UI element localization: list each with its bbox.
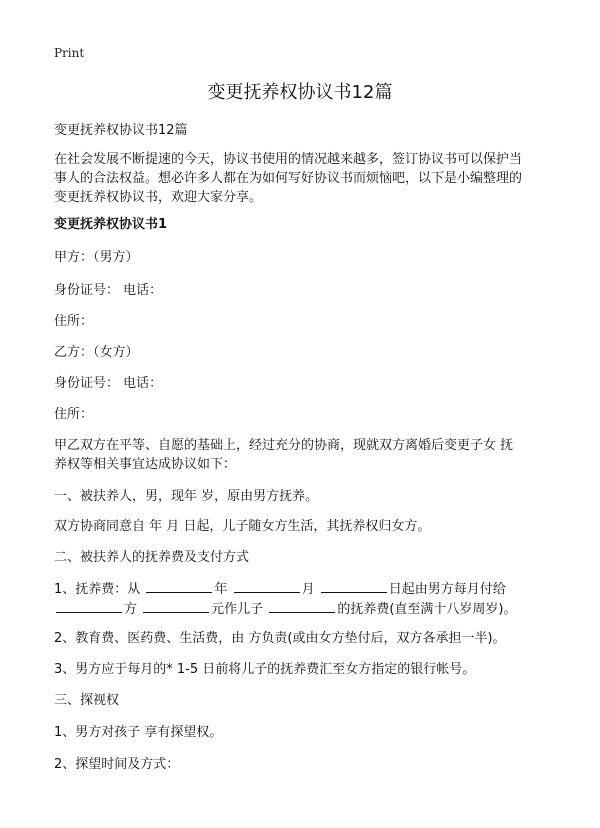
fee-yuan-text: 元作儿子	[211, 602, 264, 617]
print-link[interactable]: Print	[54, 46, 85, 60]
document-subtitle: 变更抚养权协议书12篇	[54, 123, 188, 138]
fee-year: 年	[214, 582, 228, 597]
intro-line: 事人的合法权益。想必许多人都在为如何写好协议书而烦恼吧，以下是小编整理的	[54, 171, 523, 186]
clause-1: 一、被扶养人，男，现年 岁，原由男方抚养。	[54, 489, 319, 504]
fee-fang: 方	[124, 602, 138, 617]
clause-3-1: 1、男方对孩子 享有探望权。	[54, 725, 223, 740]
clause-2-3: 3、男方应于每月的* 1-5 日前将儿子的抚养费汇至女方指定的银行帐号。	[54, 662, 476, 677]
fee-prefix: 1、抚养费：从	[54, 582, 141, 597]
year-blank	[146, 579, 212, 593]
section-heading: 变更抚养权协议书1	[54, 217, 168, 232]
day-blank	[321, 579, 387, 593]
fee-line-1	[54, 579, 554, 599]
fee-line-2	[54, 599, 554, 619]
party-a-label: 甲方：（男方）	[54, 250, 139, 265]
agreement-paragraph	[54, 436, 554, 474]
clause-2-2: 2、教育费、医药费、生活费，由 方负责(或由女方垫付后，双方各承担一半)。	[54, 631, 506, 646]
fee-tail: 的抚养费(直至满十八岁周岁)。	[337, 602, 517, 617]
party-b-label: 乙方：（女方）	[54, 345, 139, 360]
agreement-line: 养权等相关事宜达成协议如下：	[54, 457, 237, 472]
fee-day-text: 日起由男方每月付给	[388, 582, 506, 597]
clause-2-heading: 二、被扶养人的抚养费及支付方式	[54, 550, 250, 565]
child-blank	[269, 599, 335, 613]
clause-3-heading: 三、探视权	[54, 693, 120, 708]
clause-3-2: 2、探望时间及方式：	[54, 757, 180, 772]
amount-blank	[143, 599, 209, 613]
party-blank	[56, 599, 122, 613]
agreement-line: 甲乙双方在平等、自愿的基础上，经过充分的协商，现就双方离婚后变更子女 抚	[54, 438, 514, 453]
party-b-address: 住所：	[54, 407, 94, 422]
clause-2-1-fee	[54, 579, 554, 619]
document-title: 变更抚养权协议书12篇	[207, 82, 393, 103]
intro-line: 变更抚养权协议书，欢迎大家分享。	[54, 190, 263, 205]
party-a-id-phone: 身份证号： 电话：	[54, 283, 163, 298]
intro-line: 在社会发展不断提速的今天，协议书使用的情况越来越多，签订协议书可以保护当	[54, 152, 523, 167]
party-a-address: 住所：	[54, 314, 94, 329]
party-b-id-phone: 身份证号： 电话：	[54, 376, 163, 391]
intro-paragraph	[54, 150, 554, 207]
fee-month: 月	[301, 582, 315, 597]
month-blank	[234, 579, 300, 593]
clause-1-detail: 双方协商同意自 年 月 日起，儿子随女方生活，其抚养权归女方。	[54, 519, 431, 534]
